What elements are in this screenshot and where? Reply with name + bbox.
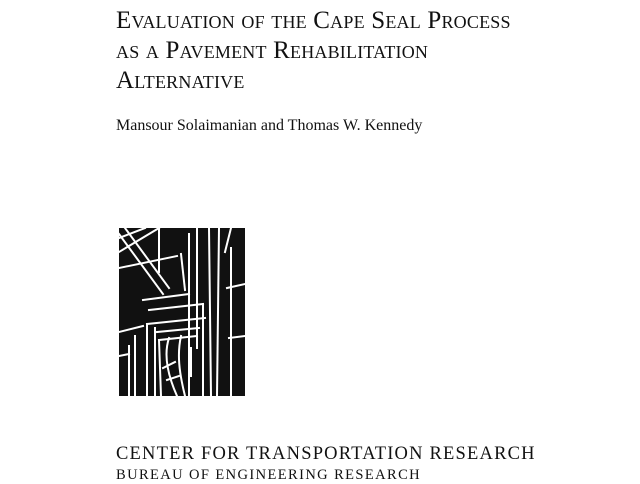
bridge-structure-logo-icon	[119, 228, 245, 396]
report-title	[116, 6, 616, 96]
report-authors: Mansour Solaimanian and Thomas W. Kennedy	[116, 117, 423, 134]
bureau-name: BUREAU OF ENGINEERING RESEARCH	[116, 467, 422, 483]
report-title-line-1: Evaluation of the Cape Seal Process	[116, 7, 511, 34]
report-title-line-2: as a Pavement Rehabilitation	[116, 37, 429, 64]
report-title-line-3: Alternative	[116, 67, 245, 94]
center-name: CENTER FOR TRANSPORTATION RESEARCH	[116, 444, 536, 464]
